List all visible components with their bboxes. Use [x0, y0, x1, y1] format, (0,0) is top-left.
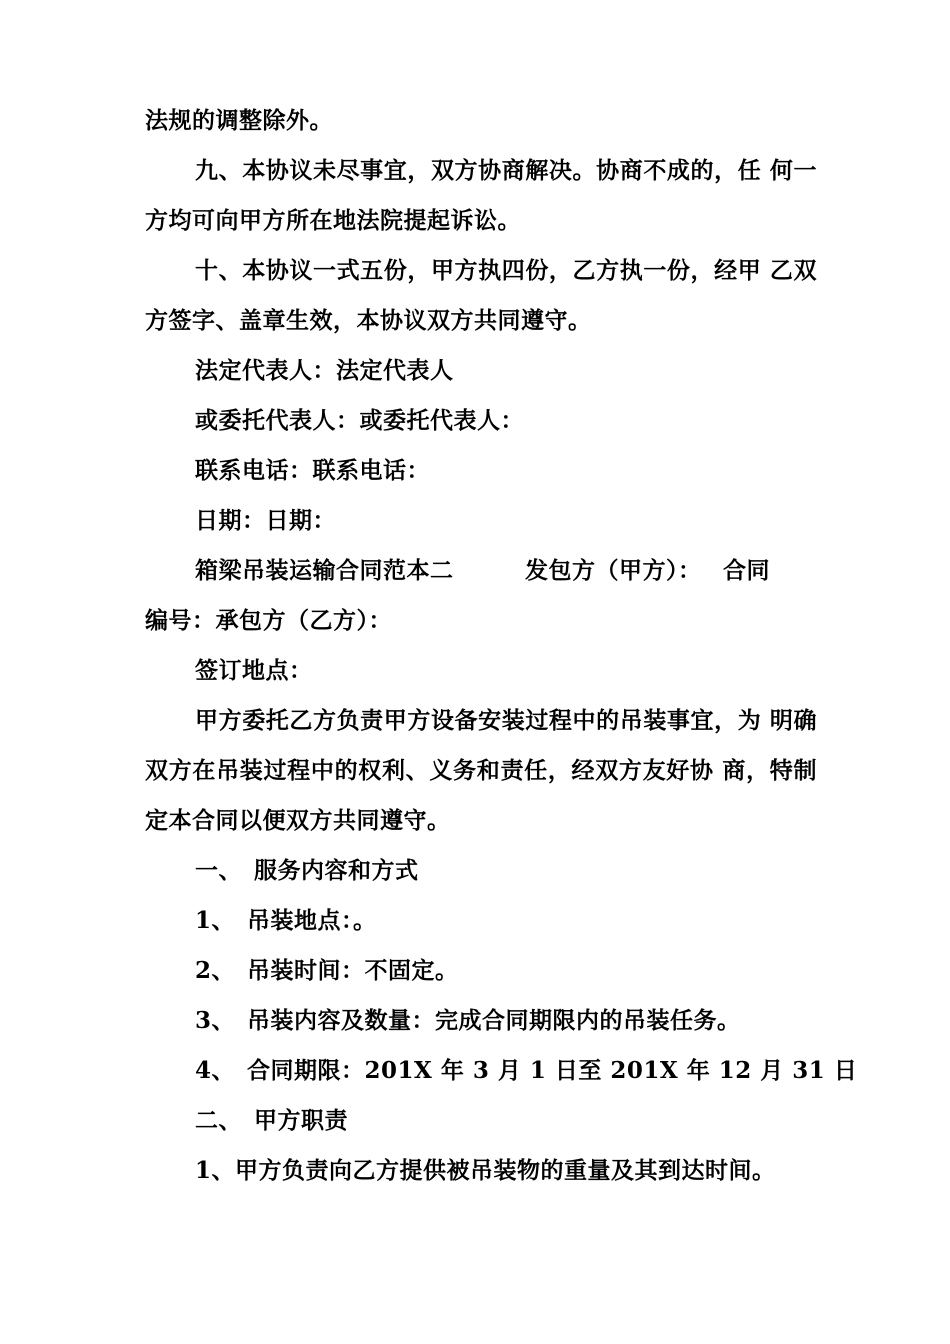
- contract-header-line: [145, 546, 817, 596]
- paragraph-line: 甲方委托乙方负责甲方设备安装过程中的吊装事宜，为 明确: [195, 707, 817, 734]
- legal-representative-line: 法定代表人：法定代表人: [195, 357, 454, 384]
- list-item: 2、 吊装时间：不固定。: [195, 957, 459, 984]
- party-a-label: 发包方（甲方）：: [525, 557, 702, 584]
- paragraph-line: 法规的调整除外。: [145, 107, 333, 134]
- phone-line: 联系电话：联系电话：: [195, 457, 430, 484]
- paragraph-line: 定本合同以便双方共同遵守。: [145, 807, 451, 834]
- contract-label: 合同: [723, 557, 770, 584]
- list-item: 1、 吊装地点：。: [195, 907, 377, 934]
- list-item: 4、 合同期限：201X 年 3 月 1 日至 201X 年 12 月 31 日: [195, 1057, 858, 1084]
- paragraph-line: 方均可向甲方所在地法院提起诉讼。: [145, 207, 521, 234]
- contract-title: 箱梁吊装运输合同范本二: [195, 557, 454, 584]
- paragraph-line: 方签字、盖章生效，本协议双方共同遵守。: [145, 307, 592, 334]
- paragraph-line: 九、本协议未尽事宜，双方协商解决。协商不成的，任 何一: [195, 157, 817, 184]
- section-heading: 一、 服务内容和方式: [195, 857, 419, 884]
- paragraph-line: 十、本协议一式五份，甲方执四份，乙方执一份，经甲 乙双: [195, 257, 817, 284]
- contract-number-line: 编号：承包方（乙方）：: [145, 607, 392, 634]
- section-heading: 二、 甲方职责: [195, 1107, 348, 1134]
- list-item: 1、甲方负责向乙方提供被吊装物的重量及其到达时间。: [195, 1157, 776, 1184]
- paragraph-line: 双方在吊装过程中的权利、义务和责任，经双方友好协 商，特制: [145, 757, 817, 784]
- authorized-representative-line: 或委托代表人：或委托代表人：: [195, 407, 524, 434]
- document-page: [145, 96, 858, 1196]
- list-item: 3、 吊装内容及数量：完成合同期限内的吊装任务。: [195, 1007, 741, 1034]
- date-line: 日期：日期：: [195, 507, 336, 534]
- signing-place-line: 签订地点：: [195, 657, 313, 684]
